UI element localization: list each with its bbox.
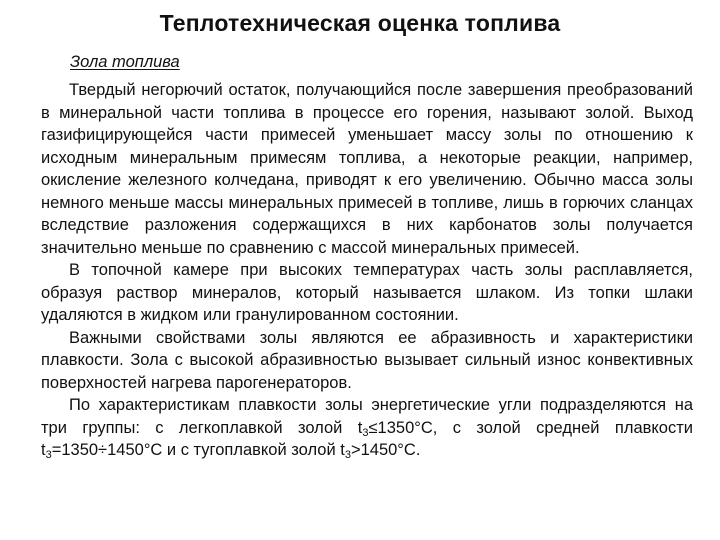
fusibility-text-1: По характеристикам плавкости золы энергетические угли подразделяются на три группы: с легкоплавкой золой t [41,396,693,437]
fusibility-text-2: ≤1350°С, с золой средней плавкости t [41,418,693,459]
temperature-subscript-1: 3 [362,426,369,439]
slide-title: Теплотехническая оценка топлива [159,10,561,36]
body-text [41,79,693,462]
paragraph-ash-definition: Твердый негорючий остаток, получающийся после завершения преобразований в минеральной части топлива в процессе его горения, называют золой. Выход газифицирующейся части примесей уменьшает массу золы по отношению к исходным минеральным примесям топлива, а некоторые реакции, например, окисление железного колчедана, приводят к его увеличению. Обычно масса золы немного меньше массы минеральных примесей в топливе, лишь в горючих сланцах вследствие разложения содержащихся в них карбонатов золы получается значительно меньше по сравнению с массой минеральных примесей. [41,81,693,257]
temperature-subscript-2: 3 [45,449,52,461]
fusibility-text-4: >1450°С. [350,441,421,459]
temperature-subscript-3: 3 [344,449,351,461]
fusibility-text-3: =1350÷1450°С и с тугоплавкой золой t [51,441,345,459]
section-subtitle: Зола топлива [70,53,180,71]
paragraph-fusibility-groups [41,394,693,462]
paragraph-slag: В топочной камере при высоких температурах часть золы расплавляется, образуя раствор минералов, который называется шлаком. Из топки шлаки удаляются в жидком или гранулированном состоянии. [41,261,693,324]
paragraph-ash-properties: Важными свойствами золы являются ее абразивность и характеристики плавкости. Зола с высокой абразивностью вызывает сильный износ конвективных поверхностей нагрева парогенераторов. [41,328,693,392]
